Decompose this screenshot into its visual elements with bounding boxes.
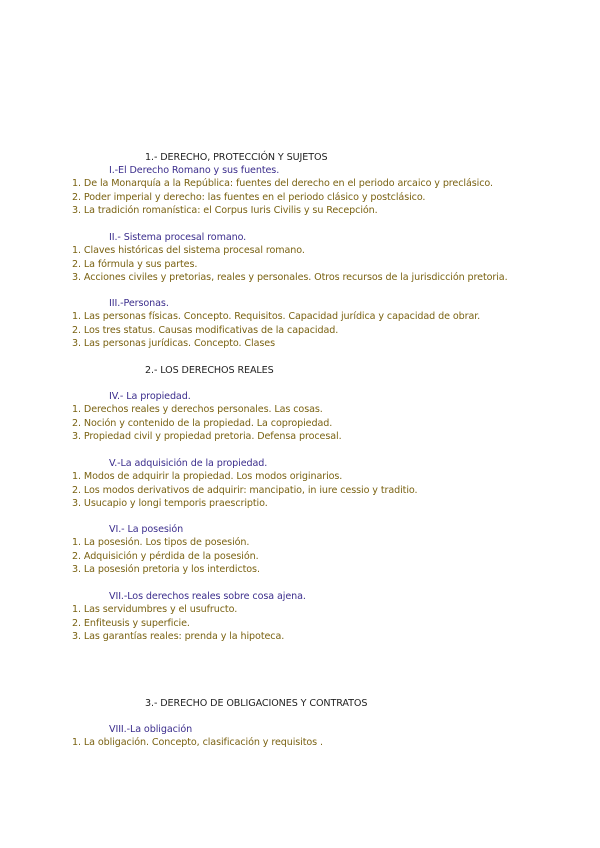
section-heading: 3.- DERECHO DE OBLIGACIONES Y CONTRATOS: [145, 698, 368, 709]
topic-title: I.-El Derecho Romano y sus fuentes.: [109, 165, 280, 176]
list-item: 2. Poder imperial y derecho: las fuentes en el periodo clásico y postclásico.: [72, 191, 426, 203]
list-item: 1. Modos de adquirir la propiedad. Los modos originarios.: [72, 471, 343, 483]
list-item: 2. Noción y contenido de la propiedad. La copropiedad.: [72, 417, 333, 429]
list-item: 3. Las garantías reales: prenda y la hipoteca.: [72, 630, 285, 642]
list-item: 3. Las personas jurídicas. Concepto. Clases: [72, 337, 275, 349]
topic-title: VI.- La posesión: [109, 524, 184, 535]
section-heading: 2.- LOS DERECHOS REALES: [145, 365, 274, 376]
list-item: 1. Claves históricas del sistema procesal romano.: [72, 245, 305, 257]
list-item: 1. Las personas físicas. Concepto. Requisitos. Capacidad jurídica y capacidad de obrar.: [72, 311, 481, 323]
topic-title: V.-La adquisición de la propiedad.: [109, 458, 268, 469]
list-item: 1. La obligación. Concepto, clasificación y requisitos .: [72, 737, 323, 749]
list-item: 2. Adquisición y pérdida de la posesión.: [72, 550, 259, 562]
list-item: 2. La fórmula y sus partes.: [72, 258, 198, 270]
section-heading: 1.- DERECHO, PROTECCIÓN Y SUJETOS: [145, 152, 328, 163]
list-item: 2. Los tres status. Causas modificativas de la capacidad.: [72, 324, 339, 336]
list-item: 3. La tradición romanística: el Corpus Iuris Civilis y su Recepción.: [72, 204, 378, 216]
list-item: 1. Las servidumbres y el usufructo.: [72, 604, 238, 616]
topic-title: II.- Sistema procesal romano.: [109, 232, 247, 243]
topic-title: VIII.-La obligación: [109, 724, 193, 735]
list-item: 1. La posesión. Los tipos de posesión.: [72, 537, 250, 549]
list-item: 1. Derechos reales y derechos personales. Las cosas.: [72, 404, 323, 416]
list-item: 1. De la Monarquía a la República: fuentes del derecho en el periodo arcaico y preclásico.: [72, 178, 493, 190]
list-item: 2. Enfiteusis y superficie.: [72, 617, 190, 629]
topic-title: III.-Personas.: [109, 298, 169, 309]
list-item: 3. Acciones civiles y pretorias, reales y personales. Otros recursos de la jurisdicción pretoria.: [72, 271, 508, 283]
topic-title: VII.-Los derechos reales sobre cosa ajena.: [109, 591, 306, 602]
list-item: 3. Usucapio y longi temporis praescriptio.: [72, 497, 268, 509]
list-item: 3. La posesión pretoria y los interdictos.: [72, 563, 260, 575]
topic-title: IV.- La propiedad.: [109, 391, 191, 402]
list-item: 3. Propiedad civil y propiedad pretoria. Defensa procesal.: [72, 430, 342, 442]
list-item: 2. Los modos derivativos de adquirir: mancipatio, in iure cessio y traditio.: [72, 484, 418, 496]
